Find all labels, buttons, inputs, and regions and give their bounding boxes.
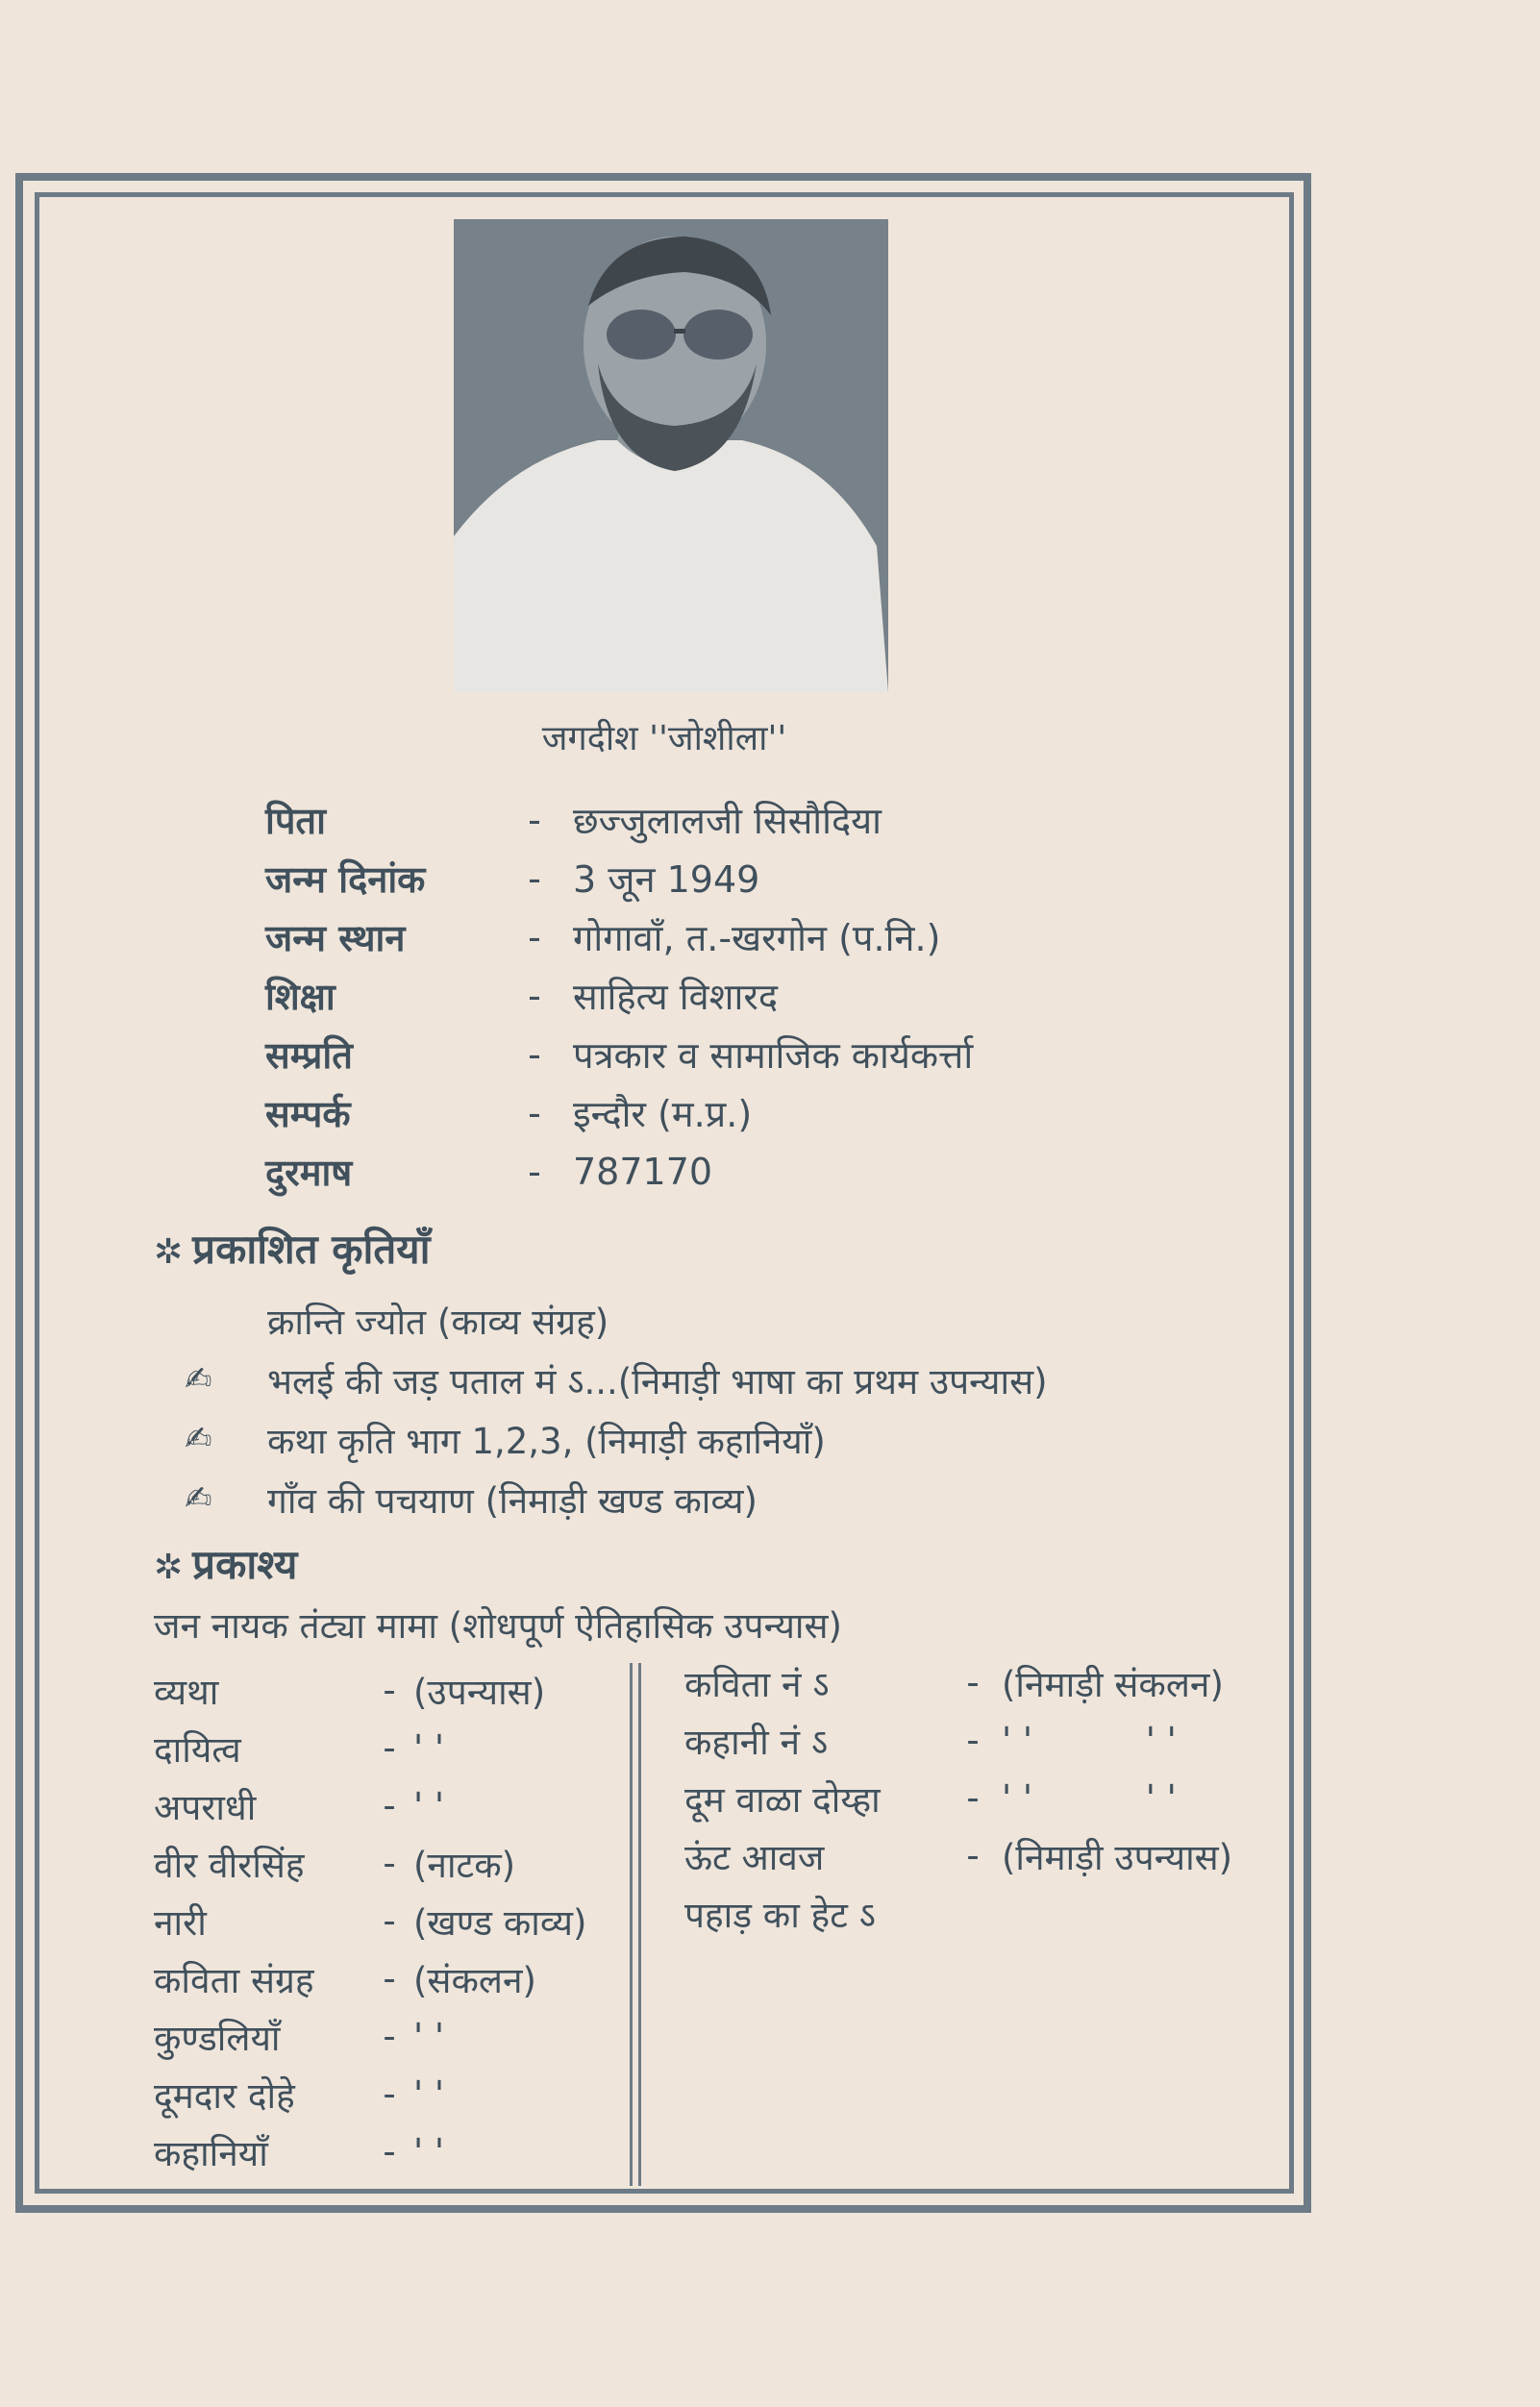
- bio-label: शिक्षा: [265, 975, 335, 1018]
- bio-row: [265, 849, 1130, 907]
- table-row: [154, 2065, 625, 2122]
- work-genre: (संकलन): [413, 1959, 536, 2001]
- asterisk-icon: ✲: [154, 1548, 184, 1587]
- bio-dash: -: [528, 1091, 541, 1134]
- bio-row: [265, 1142, 1130, 1201]
- work-title: कथा कृति भाग 1,2,3, (निमाड़ी कहानियाँ): [267, 1420, 826, 1462]
- bio-dash: -: [528, 1032, 541, 1076]
- work-genre: (निमाड़ी संकलन): [1002, 1663, 1224, 1705]
- work-name: कविता नं ऽ: [684, 1663, 830, 1705]
- bio-label: जन्म दिनांक: [265, 857, 426, 901]
- bio-label: दुरमाष: [265, 1151, 353, 1194]
- bio-dash: -: [528, 974, 541, 1017]
- work-genre: (खण्ड काव्य): [413, 1901, 587, 1944]
- dash: -: [383, 1957, 396, 1999]
- list-item: [185, 1409, 1242, 1469]
- published-works-heading: [154, 1221, 431, 1276]
- work-genre: ' ': [413, 2130, 445, 2172]
- dash: -: [966, 1719, 980, 1761]
- asterisk-icon: ✲: [154, 1232, 184, 1272]
- writing-hand-icon: ✍: [185, 1360, 212, 1399]
- bio-value: गोगावाँ, त.-खरगोन (प.नि.): [573, 916, 941, 959]
- author-photo: [454, 219, 888, 692]
- list-item: [185, 1350, 1242, 1409]
- work-title: क्रान्ति ज्योत (काव्य संग्रह): [267, 1301, 609, 1343]
- bio-label: सम्पर्क: [265, 1092, 351, 1135]
- work-name: ऊंट आवज: [684, 1836, 825, 1878]
- work-name: अपराधी: [154, 1786, 257, 1828]
- forthcoming-left-column: [154, 1661, 625, 2180]
- bio-value: साहित्य विशारद: [573, 975, 779, 1018]
- work-name: व्यथा: [154, 1671, 219, 1713]
- dash: -: [383, 2015, 396, 2057]
- dash: -: [383, 1842, 396, 1884]
- bio-dash: -: [528, 915, 541, 958]
- published-heading-text: प्रकाशित कृतियाँ: [192, 1226, 431, 1273]
- bio-label: सम्प्रति: [265, 1033, 353, 1077]
- table-row: [684, 1826, 1280, 1884]
- table-row: [684, 1884, 1280, 1942]
- table-row: [684, 1653, 1280, 1711]
- author-name-caption: जगदीश ''जोशीला'': [541, 719, 787, 758]
- writing-hand-icon: ✍: [185, 1479, 212, 1518]
- bio-label: जन्म स्थान: [265, 916, 406, 959]
- dash: -: [383, 1899, 396, 1942]
- work-name: वीर वीरसिंह: [154, 1844, 305, 1886]
- biodata-list: [265, 790, 1130, 1201]
- bio-value: छज्जुलालजी सिसौदिया: [573, 799, 882, 842]
- table-row: [154, 1949, 625, 2007]
- bio-label: पिता: [265, 799, 326, 842]
- work-genre: ' ': [413, 2072, 445, 2115]
- forthcoming-heading-text: प्रकाश्य: [192, 1541, 298, 1588]
- bio-value: इन्दौर (म.प्र.): [573, 1092, 753, 1135]
- work-name: कहानियाँ: [154, 2132, 268, 2174]
- work-name: कहानी नं ऽ: [684, 1721, 829, 1763]
- bio-row: [265, 907, 1130, 966]
- bio-dash: -: [528, 856, 541, 900]
- list-item: [185, 1290, 1242, 1350]
- work-name: दायित्व: [154, 1728, 241, 1771]
- writing-hand-icon: ✍: [185, 1420, 212, 1458]
- dash: -: [966, 1834, 980, 1876]
- work-genre: ' ' ' ': [1002, 1719, 1177, 1761]
- table-row: [154, 1719, 625, 1776]
- work-title: भलई की जड़ पताल मं ऽ...(निमाड़ी भाषा का प्रथम उपन्यास): [267, 1360, 1048, 1402]
- list-item: [185, 1469, 1242, 1528]
- work-genre: (निमाड़ी उपन्यास): [1002, 1836, 1233, 1878]
- dash: -: [383, 1669, 396, 1711]
- work-name: दूम वाळा दोय्हा: [684, 1778, 881, 1821]
- bio-value: पत्रकार व सामाजिक कार्यकर्त्ता: [573, 1033, 974, 1077]
- table-row: [154, 1892, 625, 1949]
- bio-row: [265, 1025, 1130, 1083]
- work-genre: (उपन्यास): [413, 1671, 546, 1713]
- table-row: [154, 1834, 625, 1892]
- forthcoming-intro: जन नायक तंट्या मामा (शोधपूर्ण ऐतिहासिक उपन्यास): [154, 1605, 842, 1647]
- bio-row: [265, 790, 1130, 849]
- work-genre: ' ': [413, 2015, 445, 2057]
- work-title: गाँव की पचयाण (निमाड़ी खण्ड काव्य): [267, 1479, 758, 1522]
- dash: -: [966, 1776, 980, 1819]
- dash: -: [966, 1661, 980, 1703]
- work-name: कुण्डलियाँ: [154, 2017, 281, 2059]
- table-row: [154, 2007, 625, 2065]
- work-genre: ' ' ' ': [1002, 1776, 1177, 1819]
- bio-row: [265, 966, 1130, 1025]
- column-divider: [630, 1663, 641, 2186]
- table-row: [684, 1711, 1280, 1769]
- dash: -: [383, 1784, 396, 1826]
- bio-row: [265, 1083, 1130, 1142]
- work-genre: (नाटक): [413, 1844, 516, 1886]
- dash: -: [383, 1726, 396, 1769]
- table-row: [154, 1661, 625, 1719]
- work-name: कविता संग्रह: [154, 1959, 314, 2001]
- published-works-list: [185, 1290, 1242, 1528]
- bio-dash: -: [528, 798, 541, 841]
- table-row: [684, 1769, 1280, 1826]
- work-genre: ' ': [413, 1784, 445, 1826]
- work-genre: ' ': [413, 1726, 445, 1769]
- work-name: नारी: [154, 1901, 207, 1944]
- bio-value: 787170: [573, 1150, 713, 1193]
- bio-dash: -: [528, 1150, 541, 1193]
- table-row: [154, 1776, 625, 1834]
- work-name: दूमदार दोहे: [154, 2074, 295, 2117]
- forthcoming-works-heading: [154, 1536, 297, 1591]
- table-row: [154, 2122, 625, 2180]
- work-name: पहाड़ का हेट ऽ: [684, 1894, 876, 1936]
- dash: -: [383, 2072, 396, 2115]
- forthcoming-right-column: [684, 1653, 1280, 1942]
- bio-value: 3 जून 1949: [573, 857, 760, 901]
- dash: -: [383, 2130, 396, 2172]
